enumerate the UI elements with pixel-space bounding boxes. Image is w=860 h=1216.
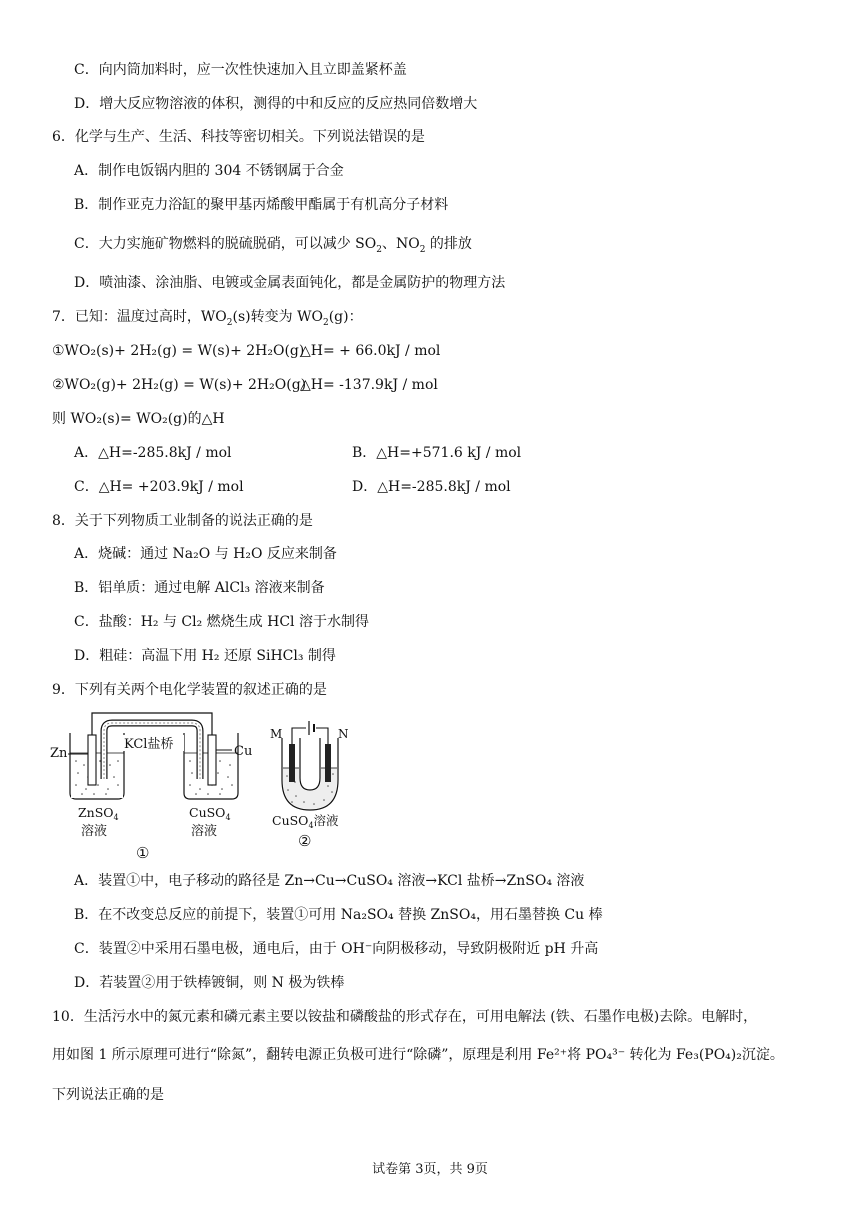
cu-electrode [208,735,216,785]
q7-option-c: C．△H= +203.9kJ / mol [74,479,244,495]
zn-electrode [88,735,96,785]
q5-option-d: D．增大反应物溶液的体积，测得的中和反应的反应热同倍数增大 [74,96,478,112]
q8-option-d: D．粗硅：高温下用 H₂ 还原 SiHCl₃ 制得 [74,648,336,664]
q9-stem: 9．下列有关两个电化学装置的叙述正确的是 [52,682,327,698]
q10-line-2: 用如图 1 所示原理可进行“除氮”，翻转电源正负极可进行“除磷”，原理是利用 Fe²⁺将 PO₄³⁻ 转化为 Fe₃(PO₄)₂沉淀。 [52,1047,784,1063]
q7-option-a: A．△H=-285.8kJ / mol [74,445,232,461]
q6-option-b: B．制作亚克力浴缸的聚甲基丙烯酸甲酯属于有机高分子材料 [74,197,449,213]
m-label: M [270,727,283,741]
q10-line-3: 下列说法正确的是 [52,1087,164,1103]
q5-option-c: C．向内筒加料时，应一次性快速加入且立即盖紧杯盖 [74,62,407,78]
q7-option-b: B．△H=+571.6 kJ / mol [352,445,522,461]
q9-option-d: D．若装置②用于铁棒镀铜，则 N 极为铁棒 [74,975,345,991]
q7-equation-1: ①WO₂(s)+ 2H₂(g) = W(s)+ 2H₂O(g) [52,343,305,359]
m-electrode [289,744,295,782]
q7-equation-2: ②WO₂(g)+ 2H₂(g) = W(s)+ 2H₂O(g) [52,377,307,393]
q6-stem: 6．化学与生产、生活、科技等密切相关。下列说法错误的是 [52,129,425,145]
zn-label: Zn [50,746,68,761]
page-footer: 试卷第 3页，共 9页 [372,1162,488,1177]
q7-ask: 则 WO₂(s)= WO₂(g)的△H [52,411,225,427]
salt-bridge-label: KCl盐桥 [124,737,174,752]
figure-2-label: ② [298,832,312,850]
q6-option-a: A．制作电饭锅内胆的 304 不锈钢属于合金 [74,163,344,179]
q9-figure-2 [268,718,364,858]
q7-equation-2-dh: △H= -137.9kJ / mol [300,377,438,393]
q9-figure-1 [48,705,258,865]
q9-option-a: A．装置①中，电子移动的路径是 Zn→Cu→CuSO₄ 溶液→KCl 盐桥→ZnSO₄ 溶液 [74,873,585,889]
n-electrode [325,744,331,782]
right-solution-label-2: 溶液 [191,824,218,839]
q6-option-c: C．大力实施矿物燃料的脱硫脱硝，可以减少 $SO_2$、$NO_2$ 的排放 [74,236,472,255]
q6-option-d: D．喷油漆、涂油脂、电镀或金属表面钝化，都是金属防护的物理方法 [74,275,506,291]
figure-1-label: ① [136,844,150,862]
left-solution-label-1: ZnSO$_4$ [78,805,119,822]
right-solution-label-1: CuSO$_4$ [189,805,231,822]
q8-stem: 8．关于下列物质工业制备的说法正确的是 [52,513,313,529]
q8-option-a: A．烧碱：通过 Na₂O 与 H₂O 反应来制备 [74,546,337,562]
q8-option-c: C．盐酸：H₂ 与 Cl₂ 燃烧生成 HCl 溶于水制得 [74,614,369,630]
q9-option-b: B．在不改变总反应的前提下，装置①可用 Na₂SO₄ 替换 ZnSO₄，用石墨替换 Cu 棒 [74,907,603,923]
q7-equation-1-dh: △H= + 66.0kJ / mol [300,343,441,359]
cu-label: Cu [234,744,253,759]
left-solution-label-2: 溶液 [81,824,108,839]
q9-option-c: C．装置②中采用石墨电极，通电后，由于 OH⁻向阴极移动，导致阴极附近 pH 升高 [74,941,599,957]
q7-option-d: D．△H=-285.8kJ / mol [352,479,511,495]
q8-option-b: B．铝单质：通过电解 AlCl₃ 溶液来制备 [74,580,325,596]
u-tube-solution-label: CuSO$_4$溶液 [272,813,339,830]
n-label: N [338,727,349,741]
q10-line-1: 10．生活污水中的氮元素和磷元素主要以铵盐和磷酸盐的形式存在，可用电解法 (铁、石墨作电极)去除。电解时， [52,1009,758,1025]
q7-stem: 7．已知：温度过高时，$WO_2(s)$转变为 $WO_2(g)$： [52,309,363,328]
